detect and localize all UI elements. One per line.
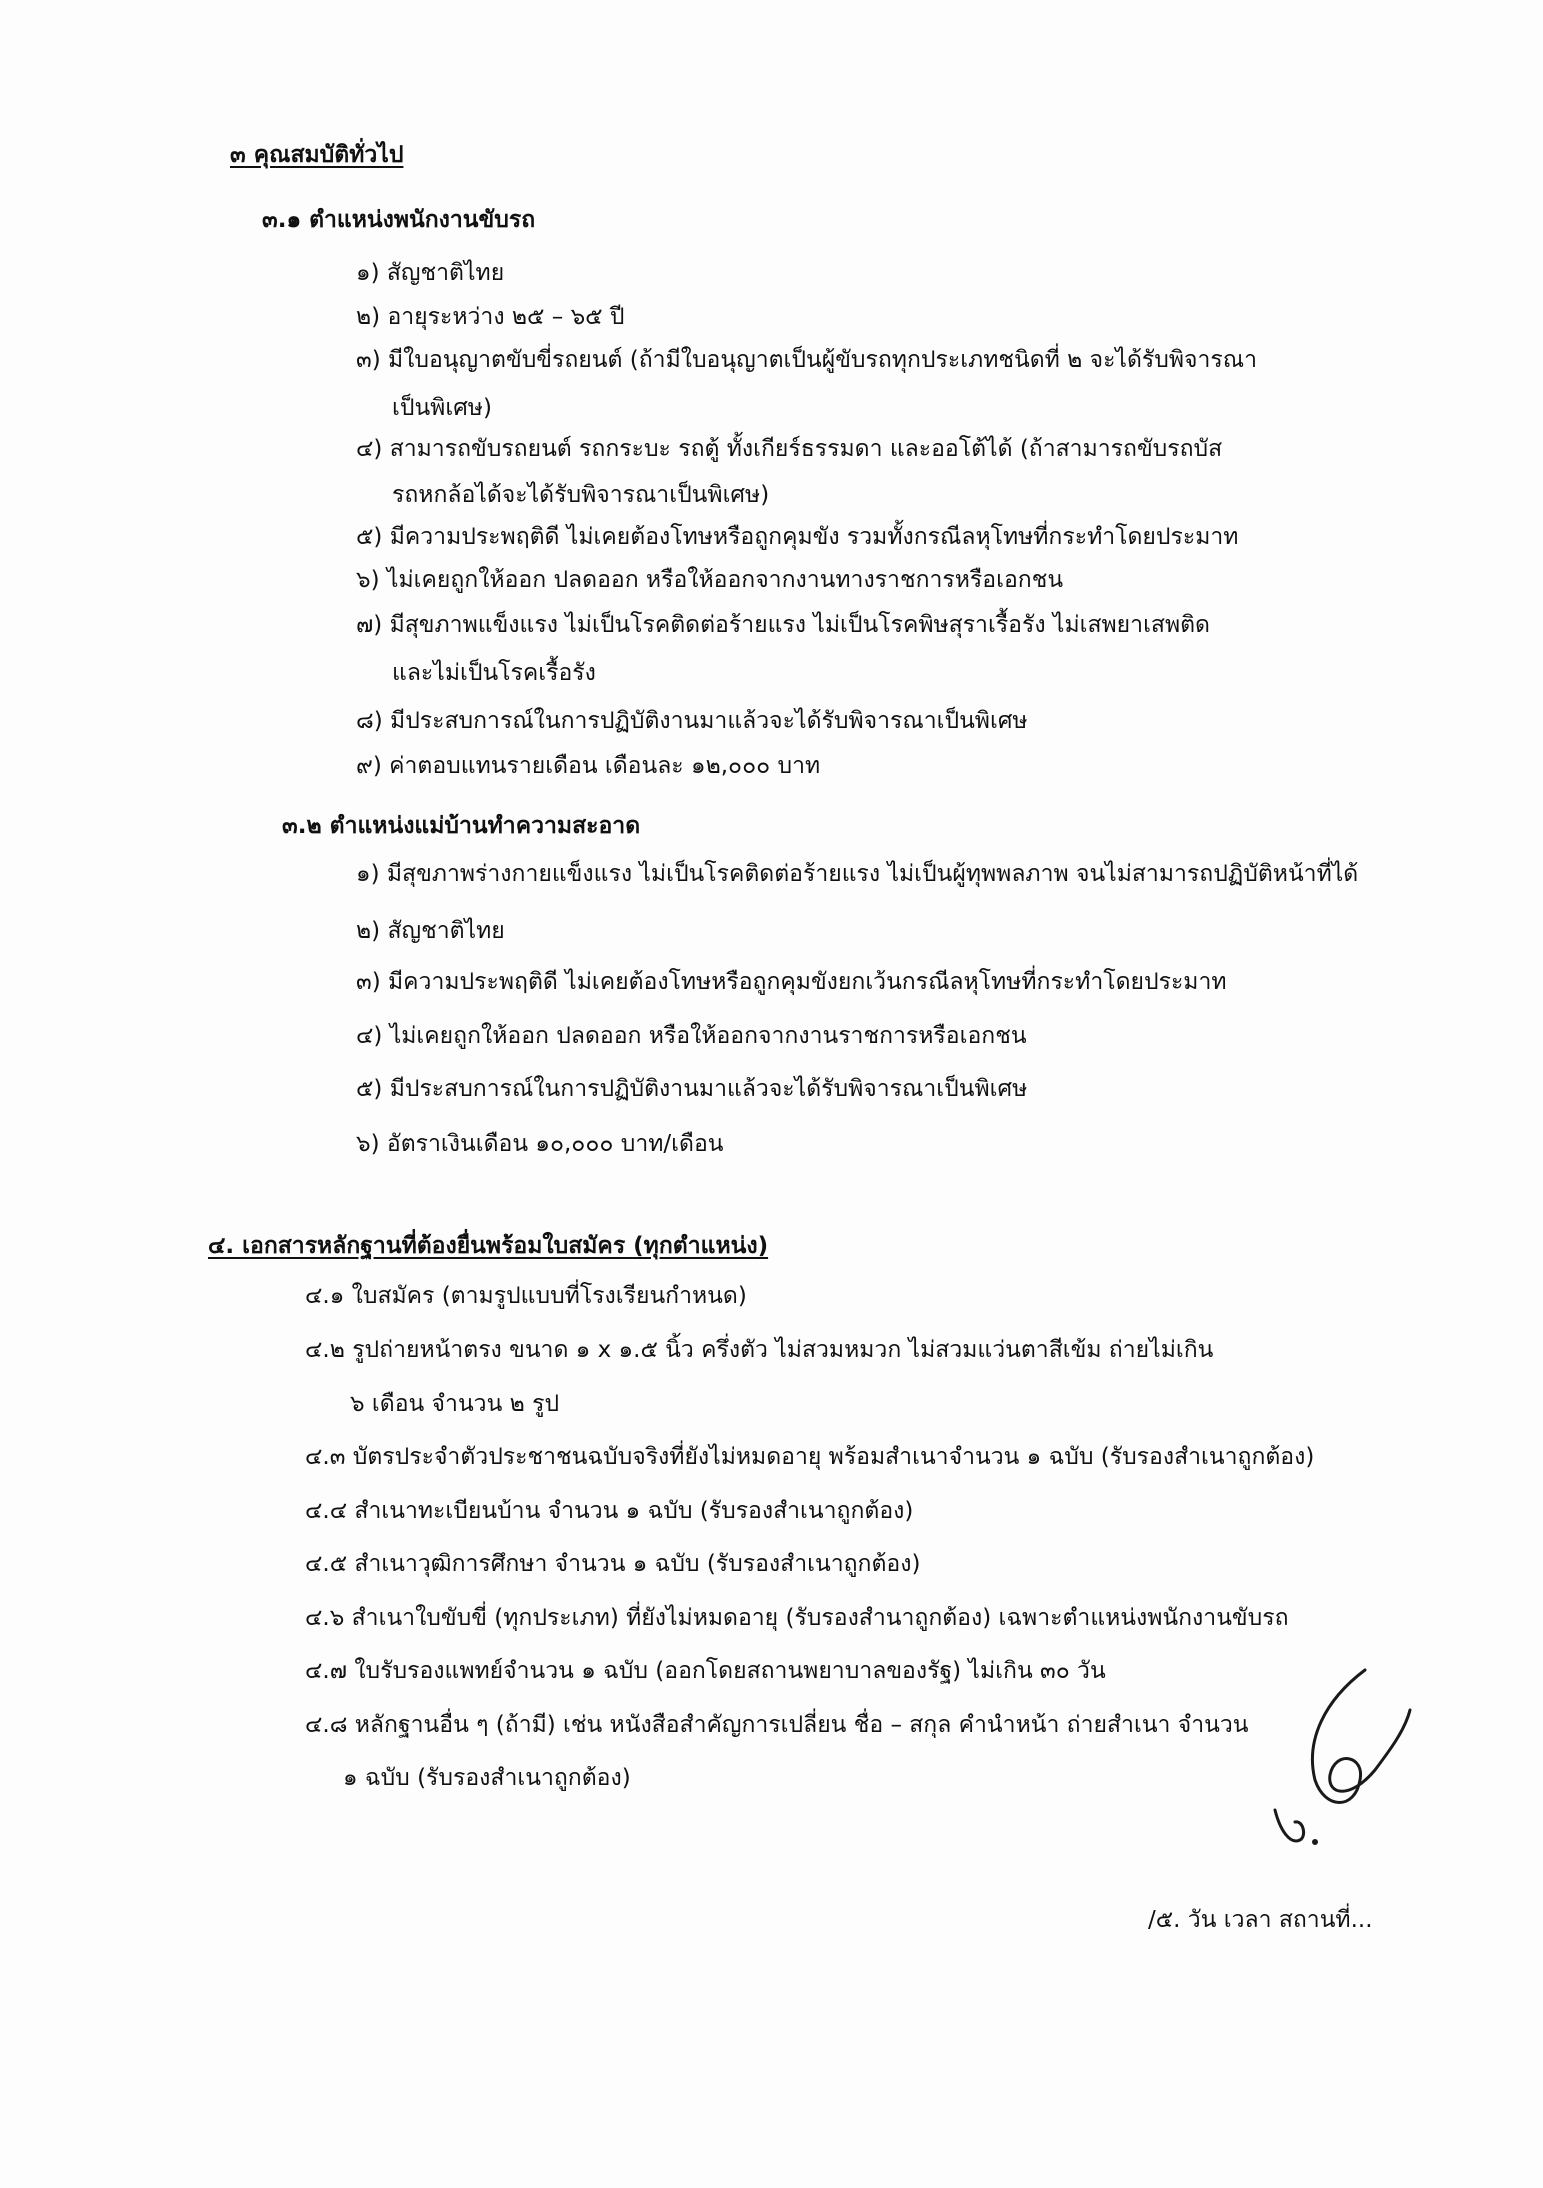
list-item: ๗) มีสุขภาพแข็งแรง ไม่เป็นโรคติดต่อร้ายแรง ไม่เป็นโรคพิษสุราเรื้อรัง ไม่เสพยาเสพติด	[356, 612, 1210, 638]
list-item: ๔.๓ บัตรประจำตัวประชาชนฉบับจริงที่ยังไม่หมดอายุ พร้อมสำเนาจำนวน ๑ ฉบับ (รับรองสำเนาถูกต้อง)	[305, 1444, 1315, 1470]
list-item: ๔) ไม่เคยถูกให้ออก ปลดออก หรือให้ออกจากงานราชการหรือเอกชน	[356, 1023, 1027, 1049]
list-item-continuation: เป็นพิเศษ)	[392, 395, 492, 421]
list-item: ๔.๖ สำเนาใบขับขี่ (ทุกประเภท) ที่ยังไม่หมดอายุ (รับรองสำนาถูกต้อง) เฉพาะตำแหน่งพนักงานขับรถ	[305, 1605, 1289, 1631]
section-3-heading: ๓ คุณสมบัติทั่วไป	[230, 142, 404, 168]
list-item: ๔.๘ หลักฐานอื่น ๆ (ถ้ามี) เช่น หนังสือสำคัญการเปลี่ยน ชื่อ – สกุล คำนำหน้า ถ่ายสำเนา จำนวน	[305, 1712, 1249, 1738]
list-item: ๔.๗ ใบรับรองแพทย์จำนวน ๑ ฉบับ (ออกโดยสถานพยาบาลของรัฐ) ไม่เกิน ๓๐ วัน	[305, 1658, 1106, 1684]
list-item: ๔.๑ ใบสมัคร (ตามรูปแบบที่โรงเรียนกำหนด)	[305, 1283, 747, 1309]
list-item: ๖) ไม่เคยถูกให้ออก ปลดออก หรือให้ออกจากงานทางราชการหรือเอกชน	[356, 567, 1064, 593]
list-item: ๑) มีสุขภาพร่างกายแข็งแรง ไม่เป็นโรคติดต่อร้ายแรง ไม่เป็นผู้ทุพพลภาพ จนไม่สามารถปฏิบัติหน้าที่ได้	[356, 861, 1359, 887]
list-item: ๙) ค่าตอบแทนรายเดือน เดือนละ ๑๒,๐๐๐ บาท	[356, 753, 821, 779]
list-item: ๖) อัตราเงินเดือน ๑๐,๐๐๐ บาท/เดือน	[356, 1131, 724, 1157]
list-item: ๓) มีความประพฤติดี ไม่เคยต้องโทษหรือถูกคุมขังยกเว้นกรณีลหุโทษที่กระทำโดยประมาท	[356, 969, 1227, 995]
list-item: ๒) สัญชาติไทย	[356, 918, 505, 944]
list-item: ๔.๒ รูปถ่ายหน้าตรง ขนาด ๑ x ๑.๕ นิ้ว ครึ่งตัว ไม่สวมหมวก ไม่สวมแว่นตาสีเข้ม ถ่ายไม่เกิน	[305, 1337, 1214, 1363]
list-item-continuation: รถหกล้อได้จะได้รับพิจารณาเป็นพิเศษ)	[392, 482, 770, 508]
subsection-3-2-title: ๓.๒ ตำแหน่งแม่บ้านทำความสะอาด	[282, 813, 641, 839]
list-item-continuation: ๑ ฉบับ (รับรองสำเนาถูกต้อง)	[343, 1765, 631, 1791]
list-item: ๕) มีความประพฤติดี ไม่เคยต้องโทษหรือถูกคุมขัง รวมทั้งกรณีลหุโทษที่กระทำโดยประมาท	[356, 524, 1239, 550]
list-item: ๔) สามารถขับรถยนต์ รถกระบะ รถตู้ ทั้งเกียร์ธรรมดา และออโต้ได้ (ถ้าสามารถขับรถบัส	[356, 436, 1223, 462]
list-item: ๓) มีใบอนุญาตขับขี่รถยนต์ (ถ้ามีใบอนุญาตเป็นผู้ขับรถทุกประเภทชนิดที่ ๒ จะได้รับพิจารณา	[356, 347, 1258, 373]
list-item: ๔.๕ สำเนาวุฒิการศึกษา จำนวน ๑ ฉบับ (รับรองสำเนาถูกต้อง)	[305, 1551, 921, 1577]
list-item: ๒) อายุระหว่าง ๒๕ – ๖๕ ปี	[356, 304, 625, 330]
page-continuation: /๕. วัน เวลา สถานที่...	[1148, 1907, 1373, 1933]
list-item-continuation: ๖ เดือน จำนวน ๒ รูป	[350, 1391, 560, 1417]
list-item: ๔.๔ สำเนาทะเบียนบ้าน จำนวน ๑ ฉบับ (รับรองสำเนาถูกต้อง)	[305, 1498, 914, 1524]
list-item: ๑) สัญชาติไทย	[356, 260, 505, 286]
section-4-heading: ๔. เอกสารหลักฐานที่ต้องยื่นพร้อมใบสมัคร (ทุกตำแหน่ง)	[208, 1233, 769, 1259]
list-item-continuation: และไม่เป็นโรคเรื้อรัง	[392, 660, 596, 686]
list-item: ๕) มีประสบการณ์ในการปฏิบัติงานมาแล้วจะได้รับพิจารณาเป็นพิเศษ	[356, 1076, 1028, 1102]
subsection-3-1-title: ๓.๑ ตำแหน่งพนักงานขับรถ	[262, 207, 536, 233]
list-item: ๘) มีประสบการณ์ในการปฏิบัติงานมาแล้วจะได้รับพิจารณาเป็นพิเศษ	[356, 708, 1028, 734]
handwritten-signature	[1255, 1660, 1415, 1860]
